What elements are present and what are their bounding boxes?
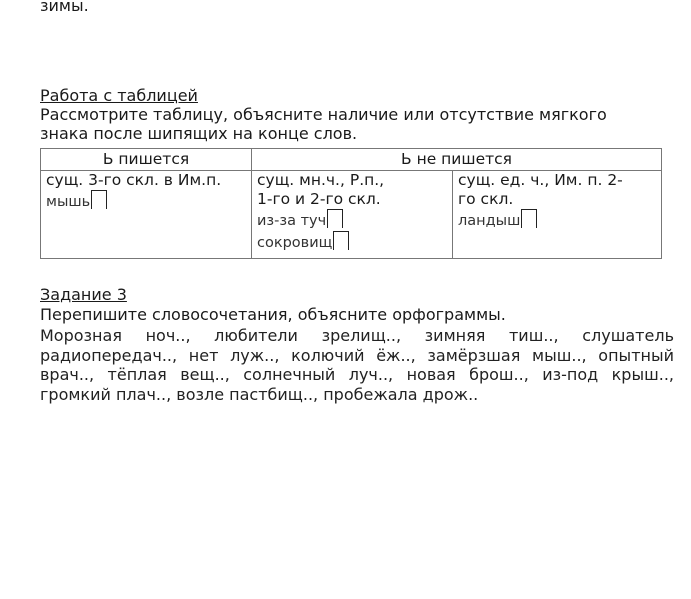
text-line: врач.., тёплая вещ.., солнечный луч.., новая брош.., из-под крыш.., <box>40 365 674 384</box>
blank-box <box>327 209 343 228</box>
cell-col2 <box>252 171 453 259</box>
text-line: радиопередач.., нет луж.., колючий ёж.., замёрзшая мыш.., опытный <box>40 345 674 365</box>
text-line: громкий плач.., возле пастбищ.., пробежала дрож.. <box>40 384 479 404</box>
example: ландыш <box>458 209 656 231</box>
header-written: Ь пишется <box>41 149 252 171</box>
rule-col1: сущ. 3-го скл. в Им.п. <box>46 171 222 189</box>
rule-col3-line2: го скл. <box>458 190 514 208</box>
instruction-line-2: знака после шипящих на конце слов. <box>40 124 358 143</box>
task3-text <box>40 326 674 404</box>
instruction-line-1: Рассмотрите таблицу, объясните наличие или отсутствие мягкого <box>40 105 607 124</box>
rule-col3-line1: сущ. ед. ч., Им. п. 2- <box>458 171 623 189</box>
text-line: Морозная ноч.., любители зрелищ.., зимняя тиш.., слушатель <box>40 326 674 345</box>
cell-col1 <box>41 171 252 259</box>
cell-col3 <box>453 171 662 259</box>
blank-box <box>521 209 537 228</box>
example: мышь <box>46 190 246 212</box>
example: сокровищ <box>257 231 447 253</box>
rule-col2-line1: сущ. мн.ч., Р.п., <box>257 171 385 189</box>
top-fragment: зимы. <box>40 0 89 15</box>
task3-instruction: Перепишите словосочетания, объясните орфограммы. <box>40 305 506 324</box>
blank-box <box>333 231 349 250</box>
rule-col2-line2: 1-го и 2-го скл. <box>257 190 381 208</box>
soft-sign-table <box>40 148 662 259</box>
header-not-written: Ь не пишется <box>252 149 662 171</box>
section-title: Работа с таблицей <box>40 86 198 105</box>
task3-title: Задание 3 <box>40 285 127 304</box>
example: из-за туч <box>257 209 447 231</box>
blank-box <box>91 190 107 209</box>
